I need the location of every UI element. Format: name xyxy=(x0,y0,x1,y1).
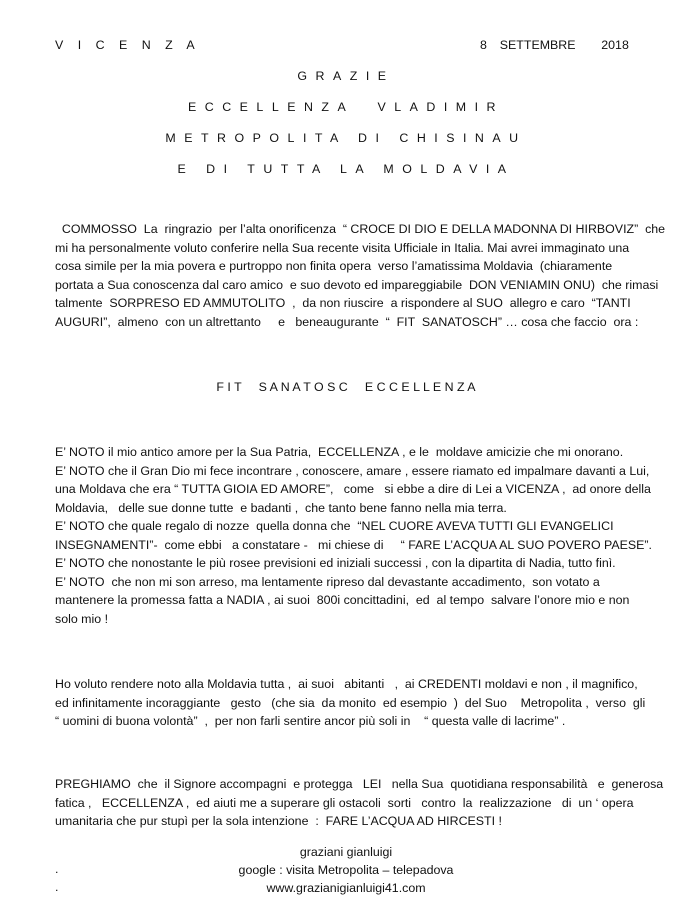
intro-line: COMMOSSO La ringrazio per l’alta onorificenza “ CROCE DI DIO E DELLA MADONNA DI HIRBOVIZ” che xyxy=(55,222,666,236)
stray-dot: . xyxy=(55,880,59,894)
noto-line: solo mio ! xyxy=(55,611,109,626)
header-date: 8 SETTEMBRE 2018 xyxy=(480,38,629,52)
intro-line: cosa simile per la mia povera e purtroppo non finita opera verso l’amatissima Moldavia (chiaramente xyxy=(55,259,613,273)
noto-line: una Moldava che era “ TUTTA GIOIA ED AMORE”, come si ebbe a dire di Lei a VICENZA , ad onore della xyxy=(55,482,651,496)
signature-website: www.grazianigianluigi41.com xyxy=(266,881,426,895)
intro-line: mi ha personalmente voluto conferire nella Sua recente visita Ufficiale in Italia. Mai avrei immaginato una xyxy=(55,240,630,255)
title-line-4: E DI TUTTA LA MOLDAVIA xyxy=(177,162,515,176)
noto-paragraph xyxy=(55,443,652,628)
intro-line: portata a Sua conoscenza dal caro amico e suo devoto ed impareggiabile DON VENIAMIN ONU) che rimasi xyxy=(55,277,659,292)
header-city: V I C E N Z A xyxy=(55,38,201,52)
intro-paragraph xyxy=(55,220,666,331)
intro-line: AUGURI”, almeno con un altrettanto e beneaugurante “ FIT SANATOSCH” … cosa che faccio ora : xyxy=(55,314,639,329)
stray-dot: . xyxy=(55,862,59,876)
signature-name: graziani gianluigi xyxy=(299,845,393,859)
intro-line: talmente SORPRESO ED AMMUTOLITO , da non riuscire a rispondere al SUO allegro e caro “TANTI xyxy=(55,296,631,310)
noto-line: E’ NOTO che quale regalo di nozze quella donna che “NEL CUORE AVEVA TUTTI GLI EVANGELICI xyxy=(55,519,614,533)
preghiamo-line: PREGHIAMO che il Signore accompagni e protegga LEI nella Sua quotidiana responsabilità e generosa xyxy=(55,777,664,791)
noto-line: mantenere la promessa fatta a NADIA , ai suoi 800i concittadini, ed al tempo salvare l’onore mio e non xyxy=(55,593,630,607)
fit-heading: F I T S A N A T O S C E C C E L L E N Z A xyxy=(216,380,476,394)
voluto-paragraph xyxy=(55,675,646,731)
title-line-2: ECCELLENZA VLADIMIR xyxy=(188,100,504,114)
voluto-line: Ho voluto rendere noto alla Moldavia tutta , ai suoi abitanti , ai CREDENTI moldavi e non , il magnifico, xyxy=(55,677,638,691)
noto-line: E’ NOTO il mio antico amore per la Sua Patria, ECCELLENZA , e le moldave amicizie che mi onorano. xyxy=(55,445,624,459)
title-line-1: GRAZIE xyxy=(297,69,395,83)
noto-line: Moldavia, delle sue donne tutte e badanti , che tanto bene fanno nella mia terra. xyxy=(55,500,507,515)
noto-line: E’ NOTO che il Gran Dio mi fece incontrare , conoscere, amare , essere riamato ed impalmare davanti a Lui, xyxy=(55,463,650,478)
preghiamo-line: umanitaria che pur stupì per la sola intenzione : FARE L’ACQUA AD HIRCESTI ! xyxy=(55,814,502,828)
signature-google: google : visita Metropolita – telepadova xyxy=(238,863,454,877)
voluto-line: ed infinitamente incoraggiante gesto (che sia da monito ed esempio ) del Suo Metropolita , verso gli xyxy=(55,695,646,710)
noto-line: INSEGNAMENTI”- come ebbi a constatare - mi chiese di “ FARE L’ACQUA AL SUO POVERO PAESE”. xyxy=(55,537,652,552)
voluto-line: “ uomini di buona volontà” , per non farli sentire ancor più soli in “ questa valle di lacrime” . xyxy=(55,714,566,728)
noto-line: E’ NOTO che nonostante le più rosee previsioni ed iniziali successi , con la dipartita di Nadia, tutto finì. xyxy=(55,556,616,570)
preghiamo-paragraph xyxy=(55,775,664,831)
noto-line: E’ NOTO che non mi son arreso, ma lentamente ripreso dal devastante accadimento, son votato a xyxy=(55,574,600,589)
title-line-3: METROPOLITA DI CHISINAU xyxy=(165,131,527,145)
preghiamo-line: fatica , ECCELLENZA , ed aiuti me a superare gli ostacoli sorti contro la realizzazione di un ‘ opera xyxy=(55,795,634,810)
